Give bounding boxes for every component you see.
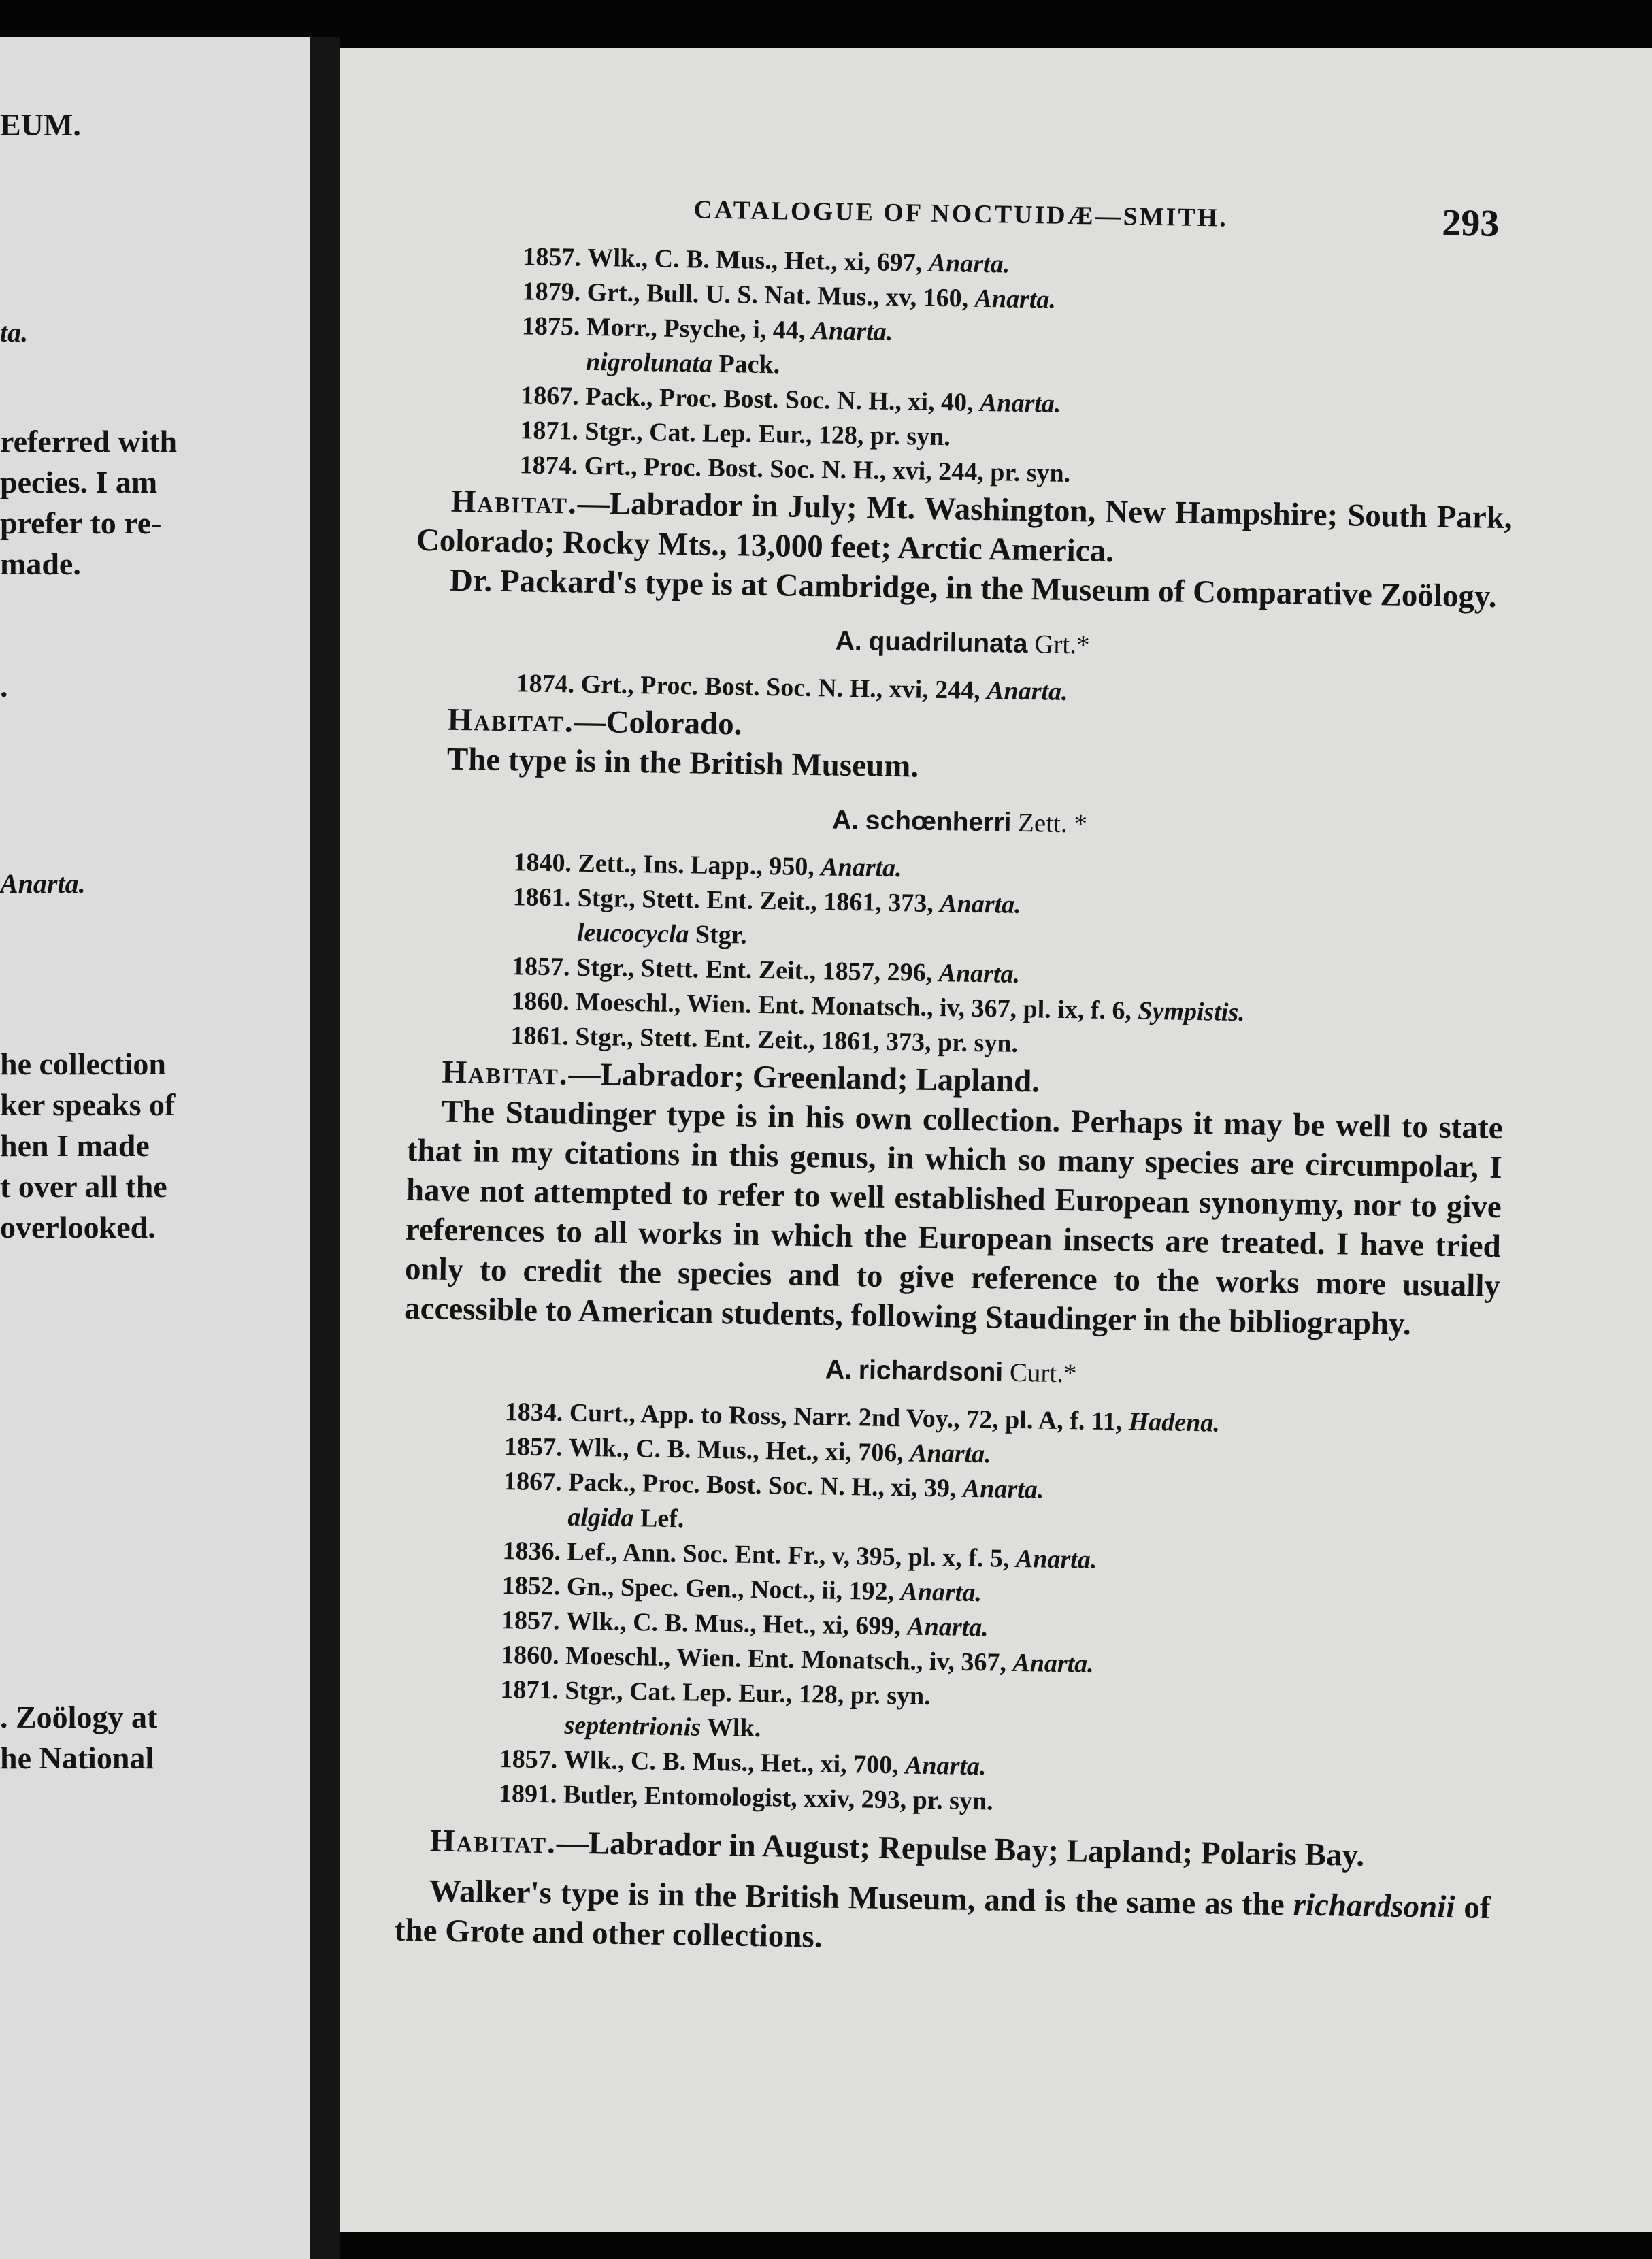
synonym-name: nigrolunata: [585, 347, 713, 378]
citation-text: Wlk., C. B. Mus., Het., xi, 697,: [587, 243, 929, 278]
synonym-name: septentrionis: [564, 1711, 701, 1742]
note-text: Walker's type is in the British Museum, and is the same as the: [429, 1873, 1294, 1923]
left-page-fragment: pecies. I am: [0, 465, 158, 499]
citation-year: 1857.: [511, 952, 570, 982]
citation-year: 1875.: [521, 312, 580, 342]
block-1-citations: [419, 238, 1516, 359]
citation-genus: Anarta.: [1012, 1648, 1095, 1679]
citation-genus: Anarta.: [907, 1612, 989, 1643]
left-page-fragment: t over all the: [0, 1169, 167, 1204]
citation-text: Gn., Spec. Gen., Noct., ii, 192,: [566, 1572, 901, 1606]
running-title: CATALOGUE OF NOCTUIDÆ—SMITH.: [693, 195, 1229, 233]
citation-year: 1840.: [513, 848, 572, 878]
richardsoni-citations-2: [398, 1532, 1496, 1723]
citation-year: 1834.: [504, 1398, 563, 1428]
citation-text: Lef., Ann. Soc. Ent. Fr., v, 395, pl. x, f. 5,: [567, 1537, 1017, 1573]
habitat-text: —Labrador in August; Repulse Bay; Lapland; Polaris Bay.: [556, 1825, 1365, 1874]
schoenherri-citations-2: [408, 948, 1505, 1069]
citation-genus: Anarta.: [904, 1751, 987, 1781]
citation-year: 1852.: [501, 1571, 561, 1601]
left-page-fragment: prefer to re-: [0, 506, 162, 540]
citation-genus: Anarta.: [962, 1474, 1044, 1504]
habitat-label: Habitat.: [447, 702, 575, 740]
genus-abbr: A.: [825, 1355, 853, 1385]
citation-genus: Anarta.: [820, 853, 902, 883]
citation-year: 1857.: [501, 1606, 560, 1636]
habitat-label: Habitat.: [450, 483, 578, 521]
citation-year: 1867.: [503, 1467, 563, 1497]
synonym-name: algida: [567, 1502, 634, 1533]
left-page: [0, 37, 310, 2259]
habitat-label: Habitat.: [442, 1054, 569, 1092]
species-author: Grt.*: [1034, 629, 1090, 660]
citation-year: 1857.: [499, 1745, 558, 1775]
note-paragraph: Dr. Packard's type is at Cambridge, in the Museum of Comparative Zoölogy.: [449, 562, 1498, 614]
citation-year: 1874.: [516, 669, 575, 699]
citation-year: 1860.: [510, 987, 570, 1017]
citation-text: Stgr., Stett. Ent. Zeit., 1857, 296,: [576, 953, 940, 988]
left-page-fragment: hen I made: [0, 1128, 150, 1163]
synonym-name: leucocycla: [576, 918, 689, 949]
citation-text: Stgr., Stett. Ent. Zeit., 1861, 373,: [577, 883, 940, 919]
citation-year: 1874.: [519, 450, 578, 480]
habitat-text: —Labrador in July; Mt. Washington, New Hampshire; South Park, Colorado; Rocky Mts., 13,000 feet; Arctic America.: [416, 485, 1513, 570]
left-page-fragment: referred with: [0, 424, 178, 459]
note-paragraph: The Staudinger type is in his own collection. Perhaps it may be well to state that in my citations in this genus, in which so many species are circumpolar, I have not attempted to refer to well established European synonymy, nor to give references to all works in which the European insects are treated. I have tried only to credit the species and to give reference to the works more usually accessible to American students, following Staudinger in the bibliography.: [403, 1093, 1503, 1342]
citation-year: 1879.: [522, 277, 581, 307]
left-page-fragment: made.: [0, 546, 81, 581]
citation-genus: Anarta.: [938, 959, 1021, 989]
left-page-fragment: he collection: [0, 1046, 166, 1081]
genus-abbr: A.: [835, 626, 863, 657]
citation-year: 1836.: [502, 1536, 561, 1566]
citation-text: Wlk., C. B. Mus., Het., xi, 700,: [563, 1745, 906, 1780]
synonym-author: Lef.: [633, 1504, 684, 1534]
left-page-fragment: overlooked.: [0, 1210, 156, 1244]
citation-text: Grt., Bull. U. S. Nat. Mus., xv, 160,: [587, 278, 975, 313]
citation-year: 1871.: [520, 416, 579, 446]
citation-genus: Hadena.: [1128, 1407, 1221, 1438]
page-content: [394, 191, 1517, 1967]
citation-genus: Sympistis.: [1138, 996, 1246, 1027]
genus-abbr: A.: [831, 805, 859, 836]
page-number: 293: [1441, 201, 1500, 245]
citation-genus: Anarta.: [986, 676, 1068, 707]
species-author: Curt.*: [1009, 1357, 1077, 1389]
citation-year: 1861.: [512, 883, 572, 912]
citation-year: 1867.: [520, 381, 580, 411]
habitat-text: —Labrador; Greenland; Lapland.: [568, 1056, 1040, 1100]
species-name: quadrilunata: [868, 627, 1028, 659]
citation-year: 1891.: [498, 1779, 557, 1809]
citation-text: Pack., Proc. Bost. Soc. N. H., xi, 39,: [567, 1468, 963, 1503]
block-1-citations-2: [417, 377, 1514, 498]
left-page-fragment: Anarta.: [0, 868, 86, 899]
citation-text: Morr., Psyche, i, 44,: [586, 312, 812, 346]
citation-genus: Anarta.: [910, 1438, 991, 1469]
citation-genus: Anarta.: [974, 284, 1057, 314]
citation-text: Wlk., C. B. Mus., Het., xi, 706,: [568, 1433, 910, 1468]
synonym-author: Stgr.: [689, 920, 747, 950]
left-page-fragment: . Zoölogy at: [0, 1700, 158, 1734]
species-author: Zett. *: [1017, 808, 1088, 839]
citation-genus: Anarta.: [939, 889, 1021, 919]
citation-year: 1860.: [500, 1640, 560, 1670]
citation-text: Wlk., C. B. Mus., Het., xi, 699,: [565, 1606, 908, 1641]
species-heading-schoenherri: [412, 793, 1508, 851]
citation-text: Stgr., Cat. Lep. Eur., 128, pr. syn.: [584, 416, 951, 452]
book-gutter: [310, 37, 340, 2259]
citation-year: 1871.: [500, 1675, 559, 1705]
citation-year: 1861.: [510, 1021, 569, 1051]
species-heading-richardsoni: [403, 1343, 1499, 1401]
synonym-author: Wlk.: [700, 1713, 761, 1743]
habitat-text: —Colorado.: [574, 704, 742, 742]
richardsoni-citations: [401, 1394, 1498, 1515]
habitat-label: Habitat.: [429, 1823, 557, 1861]
left-page-fragment: EUM.: [0, 108, 81, 142]
citation-text: Stgr., Cat. Lep. Eur., 128, pr. syn.: [565, 1676, 931, 1711]
citation-text: Stgr., Stett. Ent. Zeit., 1861, 373, pr. syn.: [575, 1022, 1019, 1058]
citation-text: Moeschl., Wien. Ent. Monatsch., iv, 367, pl. ix, f. 6,: [575, 987, 1138, 1025]
citation-genus: Anarta.: [900, 1577, 982, 1608]
note-text: of the Grote and other collections.: [394, 1890, 1491, 1955]
left-page-fragment: ta.: [0, 317, 29, 348]
citation-text: Pack., Proc. Bost. Soc. N. H., xi, 40,: [584, 382, 980, 417]
citation-text: Zett., Ins. Lapp., 950,: [578, 848, 821, 882]
left-page-fragment: .: [0, 669, 8, 704]
citation-year: 1857.: [503, 1432, 563, 1462]
citation-genus: Anarta.: [1015, 1544, 1097, 1574]
note-paragraph: The type is in the British Museum.: [446, 741, 919, 785]
citation-genus: Anarta.: [928, 248, 1010, 279]
synonym-author: Pack.: [712, 349, 780, 380]
species-name: richardsoni: [858, 1355, 1004, 1387]
left-page-fragment: ker speaks of: [0, 1087, 176, 1122]
citation-text: Curt., App. to Ross, Narr. 2nd Voy., 72, pl. A, f. 11,: [569, 1398, 1129, 1436]
citation-genus: Anarta.: [811, 316, 893, 346]
citation-text: Grt., Proc. Bost. Soc. N. H., xvi, 244, pr. syn.: [584, 451, 1071, 489]
citation-genus: Anarta.: [979, 388, 1061, 418]
citation-text: Grt., Proc. Bost. Soc. N. H., xvi, 244,: [580, 670, 987, 706]
note-italic-name: richardsonii: [1293, 1887, 1455, 1926]
citation-text: Moeschl., Wien. Ent. Monatsch., iv, 367,: [565, 1641, 1013, 1677]
species-heading-quadrilunata: [414, 614, 1510, 672]
species-name: schœnherri: [865, 806, 1012, 838]
citation-year: 1857.: [523, 242, 582, 272]
citation-text: Butler, Entomologist, xxiv, 293, pr. syn.: [563, 1780, 993, 1816]
left-page-fragment: he National: [0, 1741, 154, 1775]
